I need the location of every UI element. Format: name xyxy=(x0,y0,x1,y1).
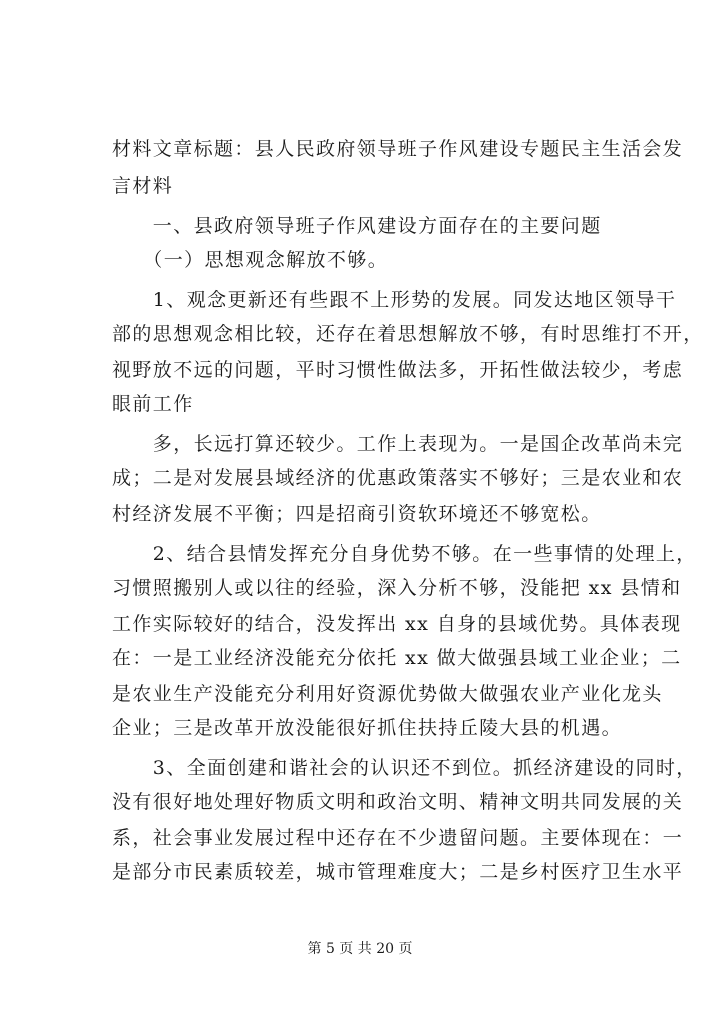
text-line: 系，社会事业发展过程中还存在不少遗留问题。主要体现在：一 xyxy=(112,827,684,849)
text-line: 视野放不远的问题，平时习惯性做法多，开拓性做法较少，考虑 xyxy=(112,359,684,381)
text-line: 部的思想观念相比较，还存在着思想解放不够，有时思维打不开， xyxy=(112,323,704,345)
text-line: 是部分市民素质较差，城市管理难度大；二是乡村医疗卫生水平 xyxy=(112,861,684,883)
text-line: 习惯照搬别人或以往的经验，深入分析不够，没能把 xx 县情和 xyxy=(112,577,682,599)
page-number-footer: 第 5 页 共 20 页 xyxy=(307,941,413,957)
text-line: 2、结合县情发挥充分自身优势不够。在一些事情的处理上， xyxy=(112,543,697,565)
text-line: 村经济发展不平衡；四是招商引资软环境还不够宽松。 xyxy=(112,503,602,525)
text-line: 工作实际较好的结合，没发挥出 xx 自身的县域优势。具体表现 xyxy=(112,613,682,635)
text-line: 言材料 xyxy=(112,175,174,197)
text-line: 3、全面创建和谐社会的认识还不到位。抓经济建设的同时， xyxy=(112,757,697,779)
text-line: 没有很好地处理好物质文明和政治文明、精神文明共同发展的关 xyxy=(112,791,684,813)
text-line: 材料文章标题：县人民政府领导班子作风建设专题民主生活会发 xyxy=(112,138,684,160)
text-line: 多，长远打算还较少。工作上表现为。一是国企改革尚未完 xyxy=(112,433,684,455)
text-line: 1、观念更新还有些跟不上形势的发展。同发达地区领导干 xyxy=(112,289,677,311)
text-line: （一）思想观念解放不够。 xyxy=(112,249,389,271)
text-line: 企业；三是改革开放没能很好抓住扶持丘陵大县的机遇。 xyxy=(112,717,623,739)
text-line: 在：一是工业经济没能充分依托 xx 做大做强县域工业企业；二 xyxy=(112,647,682,669)
text-line: 成；二是对发展县域经济的优惠政策落实不够好；三是农业和农 xyxy=(112,467,684,489)
text-line: 一、县政府领导班子作风建设方面存在的主要问题 xyxy=(112,215,602,237)
text-line: 眼前工作 xyxy=(112,393,194,415)
text-line: 是农业生产没能充分利用好资源优势做大做强农业产业化龙头 xyxy=(112,683,663,705)
